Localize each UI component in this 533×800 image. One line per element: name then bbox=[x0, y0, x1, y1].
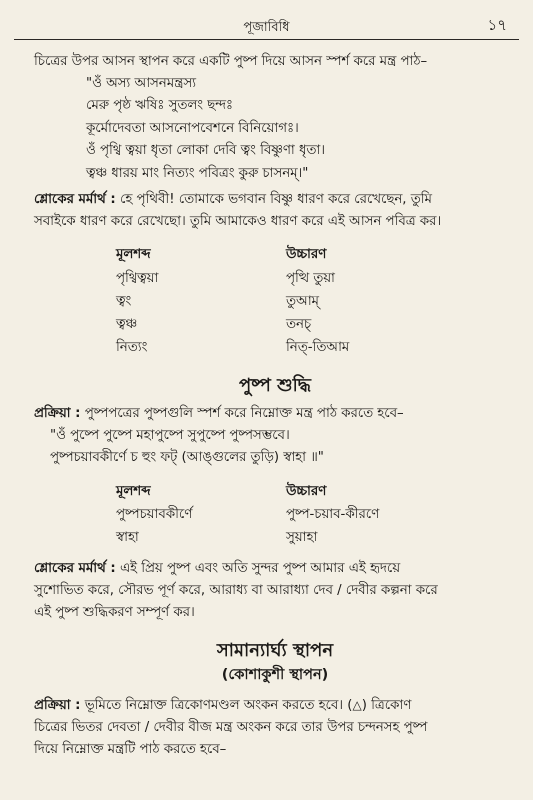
asana-intro: চিত্রের উপর আসন স্থাপন করে একটি পুষ্প দিয়ে আসন স্পর্শ করে মন্ত্র পাঠ– bbox=[34, 54, 428, 69]
procedure-label: প্রক্রিয়া : bbox=[34, 406, 81, 422]
root-word: স্বাহা bbox=[116, 530, 139, 546]
pushpa-meaning bbox=[34, 558, 516, 580]
mantra-line: মেরু পৃষ্ঠ ঋষিঃ সুতলং ছন্দঃ bbox=[86, 98, 234, 114]
asana-meaning-cont: সবাইকে ধারণ করে রেখেছো। তুমি আমাকেও ধারণ করে এই আসন পবিত্র কর। bbox=[34, 214, 442, 230]
root-word: নিত্যং bbox=[116, 339, 148, 355]
pronunciation: তুআম্ bbox=[286, 293, 319, 309]
mantra-line: পুষ্পচয়াবকীর্ণে চ হুং ফট্ (আঙ্গুলের তুড়ি) স্বাহা ॥" bbox=[50, 450, 324, 466]
pushpa-meaning-cont: এই পুষ্প শুদ্ধিকরণ সম্পূর্ণ কর। bbox=[34, 604, 195, 620]
asana-meaning bbox=[34, 189, 516, 211]
mantra-line: "ওঁ অস্য আসনমন্ত্রস্য bbox=[86, 76, 196, 91]
procedure-text: পুষ্পপত্রের পুষ্পগুলি স্পর্শ করে নিম্নোক্ত মন্ত্র পাঠ করতে হবে– bbox=[84, 406, 404, 422]
mantra-line: "ওঁ পুষ্পে পুষ্পে মহাপুষ্পে সুপুষ্পে পুষ্পসম্ভবে। bbox=[50, 428, 290, 444]
procedure-label: প্রক্রিয়া : bbox=[34, 697, 81, 713]
pronunciation: পৃত্থি তুয়া bbox=[286, 270, 335, 286]
asana-pronunciation-table bbox=[116, 243, 349, 359]
root-word: পৃথ্বিত্বয়া bbox=[116, 270, 159, 286]
meaning-label: শ্লোকের মর্মার্থ : bbox=[34, 192, 116, 208]
col-header-root-word: মূলশব্দ bbox=[116, 483, 151, 499]
meaning-text: এই প্রিয় পুষ্প এবং অতি সুন্দর পুষ্প আমার এই হৃদয়ে bbox=[119, 560, 401, 576]
pronunciation: নিত্-তিআম bbox=[286, 339, 350, 355]
pronunciation: পুষ্প-চয়াব-কীরণে bbox=[286, 507, 380, 523]
page-header bbox=[0, 14, 533, 40]
pushpa-mantra bbox=[34, 425, 516, 470]
asana-mantra bbox=[34, 73, 516, 185]
mantra-line: ওঁ পৃথ্বি ত্বয়া ধৃতা লোকা দেবি ত্বং বিষ্ণুণা ধৃতা। bbox=[86, 143, 325, 159]
samanya-heading: সামান্যার্ঘ্য স্থাপন bbox=[216, 639, 334, 661]
samanya-subheading: (কোশাকুশী স্থাপন) bbox=[221, 666, 329, 683]
meaning-label: শ্লোকের মর্মার্থ : bbox=[34, 560, 116, 576]
col-header-pronunciation: উচ্চারণ bbox=[286, 247, 327, 263]
table-row bbox=[116, 527, 379, 550]
procedure-text: ভূমিতে নিম্নোক্ত ত্রিকোণমণ্ডল অংকন করতে হবে। ( bbox=[84, 697, 353, 713]
samanya-procedure-cont: চিত্রের ভিতর দেবতা / দেবীর বীজ মন্ত্র অংকন করে তার উপর চন্দনসহ পুষ্প bbox=[34, 719, 428, 735]
pushpa-heading: পুষ্প শুদ্ধি bbox=[239, 375, 311, 397]
col-header-pronunciation: উচ্চারণ bbox=[286, 483, 327, 499]
header-rule bbox=[14, 39, 519, 40]
col-header-root-word: মূলশব্দ bbox=[116, 247, 151, 263]
table-row bbox=[116, 290, 349, 313]
triangle-icon: △ bbox=[352, 697, 362, 712]
samanya-procedure bbox=[34, 694, 516, 717]
pushpa-procedure bbox=[34, 403, 516, 425]
pronunciation: সুয়াহা bbox=[286, 530, 318, 546]
table-row bbox=[116, 313, 349, 336]
procedure-text-end: ) ত্রিকোণ bbox=[361, 697, 412, 713]
table-row bbox=[116, 267, 349, 290]
pushpa-pronunciation-table bbox=[116, 480, 379, 550]
pushpa-meaning-cont: সুশোভিত করে, সৌরভ পূর্ণ করে, আরাধ্য বা আরাধ্যা দেব / দেবীর কল্পনা করে bbox=[34, 582, 438, 598]
meaning-text: হে পৃথিবী! তোমাকে ভগবান বিষ্ণু ধারণ করে রেখেছেন, তুমি bbox=[119, 192, 432, 208]
root-word: ত্বং bbox=[116, 293, 132, 309]
mantra-line: ত্বঞ্চ ধারয় মাং নিত্যং পবিত্রং কুরু চাসনম্।" bbox=[86, 165, 309, 181]
root-word: পুষ্পচয়াবকীর্ণে bbox=[116, 507, 193, 523]
page-content bbox=[34, 51, 516, 761]
samanya-procedure-cont: দিয়ে নিম্নোক্ত মন্ত্রটি পাঠ করতে হবে– bbox=[34, 741, 227, 757]
pronunciation: তনচ্ bbox=[286, 316, 312, 332]
root-word: ত্বঞ্চ bbox=[116, 316, 138, 332]
table-row bbox=[116, 336, 349, 359]
table-row bbox=[116, 504, 379, 527]
mantra-line: কূর্মোদেবতা আসনোপবেশনে বিনিয়োগঃ। bbox=[86, 120, 299, 136]
running-title: পূজাবিধি bbox=[243, 20, 290, 35]
page-number: ১৭ bbox=[487, 16, 507, 34]
